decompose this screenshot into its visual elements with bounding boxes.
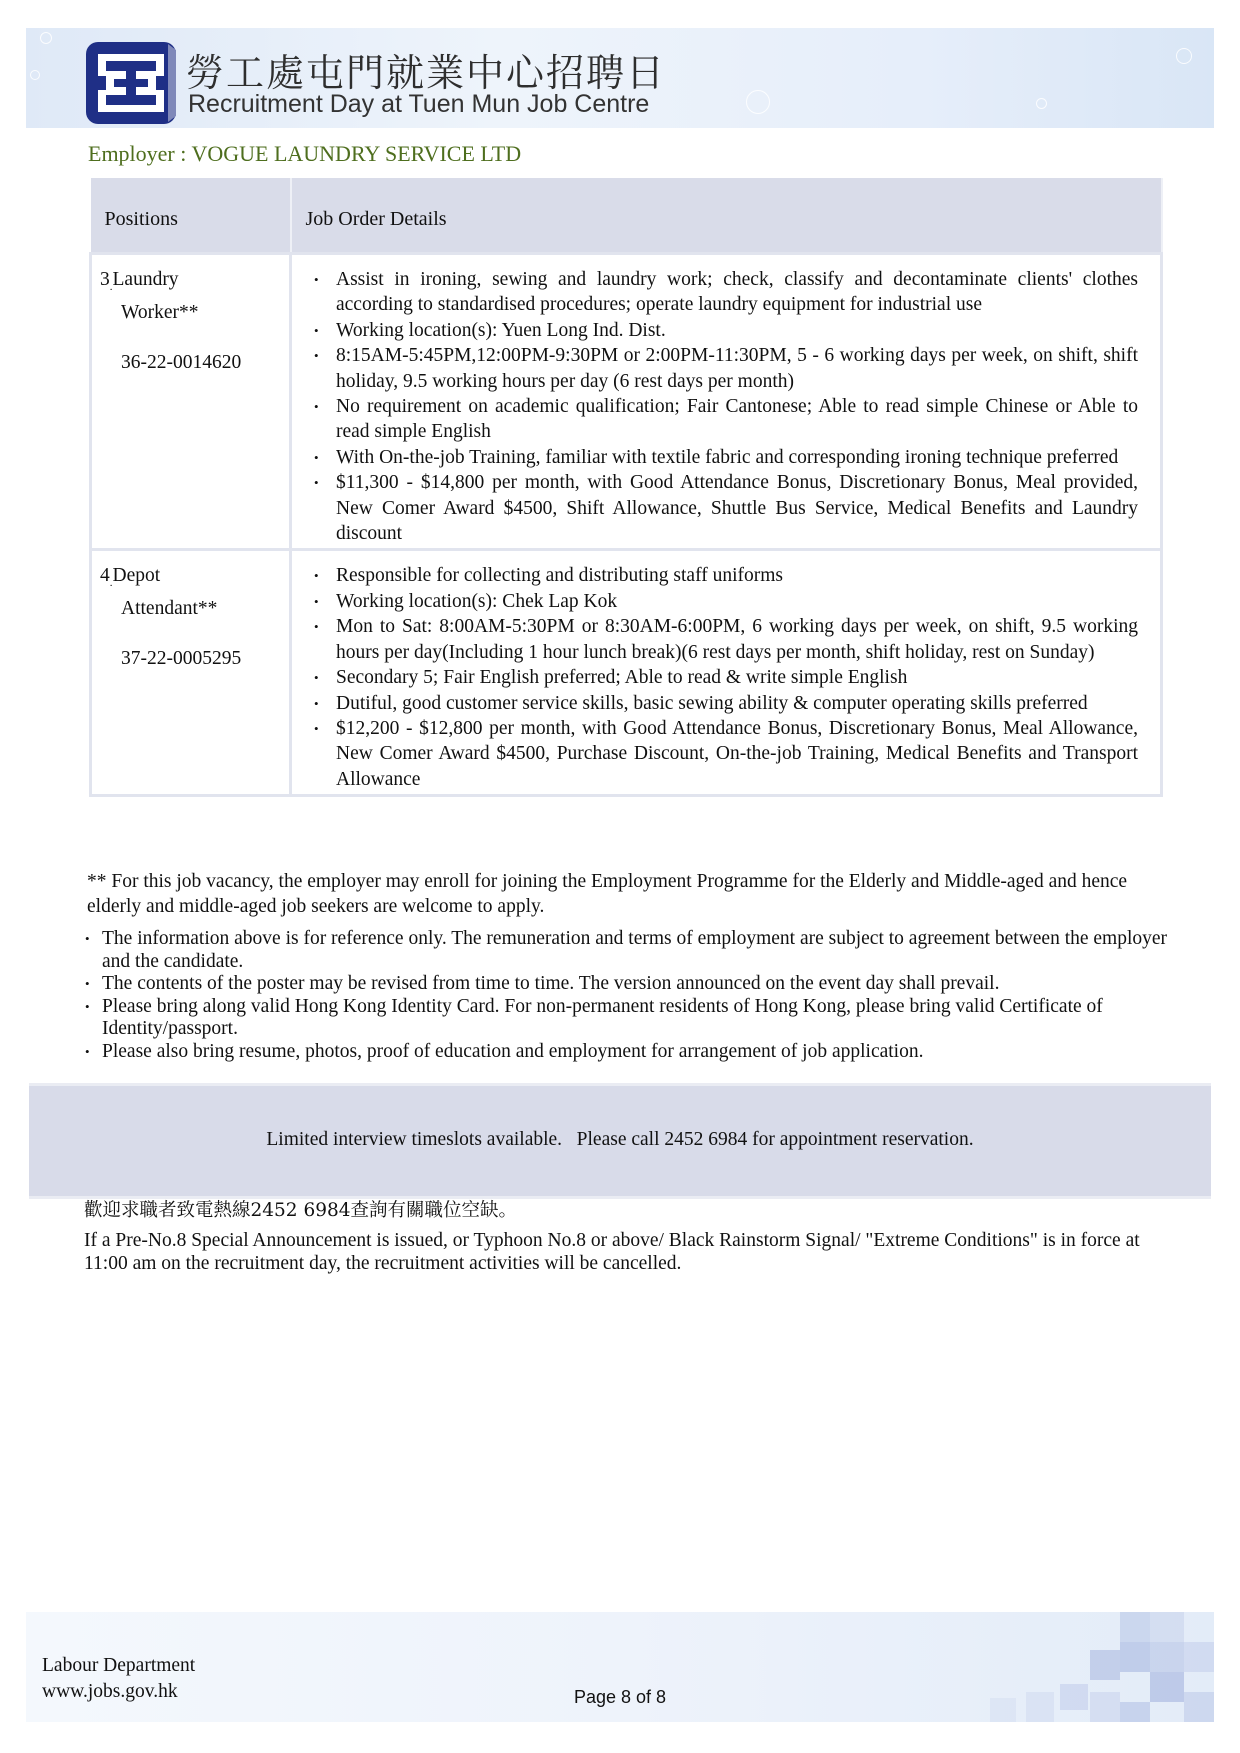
position-title-line2: Worker**: [121, 301, 199, 323]
note-item: • Please also bring resume, photos, proof of education and employment for arrangement of job application.: [84, 1041, 1184, 1064]
header-positions: Positions: [91, 178, 291, 254]
position-number: 3: [100, 269, 110, 290]
detail-item: • Responsible for collecting and distributing staff uniforms: [306, 563, 1138, 588]
employer-name: Employer : VOGUE LAUNDRY SERVICE LTD: [88, 141, 522, 166]
page-number: Page 8 of 8: [573, 1687, 667, 1707]
footer-website-link[interactable]: www.jobs.gov.hk: [42, 1681, 178, 1702]
position-title-line2: Attendant**: [121, 598, 218, 620]
appointment-call-text: Limited interview timeslots available. Please call 2452 6984 for appointment reservation.: [266, 1129, 974, 1150]
header-title-chinese: 勞工處屯門就業中心招聘日: [186, 51, 667, 95]
detail-item: • $12,200 - $12,800 per month, with Good Attendance Bonus, Discretionary Bonus, Meal Allowance, New Comer Award $4500, Purchase Discount, On-the-job Training, Medical Benefits and Transport Allowance: [306, 716, 1138, 792]
details-cell: [291, 254, 1162, 550]
elderly-programme-note: ** For this job vacancy, the employer may enroll for joining the Employment Programme for the Elderly and Middle-aged and hence elderly and middle-aged job seekers are welcome to apply.: [87, 871, 1128, 917]
note-item: • The contents of the poster may be revised from time to time. The version announced on the event day shall prevail.: [84, 973, 1184, 996]
detail-item: • With On-the-job Training, familiar with textile fabric and corresponding ironing technique preferred: [306, 445, 1138, 470]
detail-item: • Working location(s): Chek Lap Kok: [306, 589, 1138, 614]
table-row: [91, 550, 1162, 796]
header-banner: [26, 28, 1214, 128]
table-row: [91, 254, 1162, 550]
job-order-number: 36-22-0014620: [121, 351, 242, 373]
detail-item: • No requirement on academic qualification; Fair Cantonese; Able to read simple Chinese or Able to read simple English: [306, 394, 1138, 445]
jobs-table: [89, 178, 1163, 797]
footer-org-name: Labour Department: [42, 1655, 196, 1676]
detail-item: • Dutiful, good customer service skills, basic sewing ability & computer operating skills preferred: [306, 691, 1138, 716]
position-cell: $3_.Laundry$ Worker** 36-22-0014620: [91, 254, 291, 550]
position-number: 4: [100, 565, 110, 587]
detail-item: • Working location(s): Yuen Long Ind. Dist.: [306, 318, 1138, 343]
job-order-number: 37-22-0005295: [121, 648, 242, 670]
detail-item: • Secondary 5; Fair English preferred; Able to read & write simple English: [306, 665, 1138, 690]
detail-item: • Assist in ironing, sewing and laundry work; check, classify and decontaminate clients' clothes according to standardised procedures; operate laundry equipment for industrial use: [306, 267, 1138, 318]
typhoon-cancellation-note: If a Pre-No.8 Special Announcement is issued, or Typhoon No.8 or above/ Black Rainstorm Signal/ "Extreme Conditions" is in force at 11:00 am on the recruitment day, the recruitment activities will be cancelled.: [84, 1230, 1140, 1274]
position-title-line1: Depot: [112, 565, 161, 587]
detail-item: • $11,300 - $14,800 per month, with Good Attendance Bonus, Discretionary Bonus, Meal provided, New Comer Award $4500, Shift Allowance, Shuttle Bus Service, Medical Benefits and Laundry discount: [306, 470, 1138, 546]
position-title-line1: Laundry: [112, 269, 179, 290]
note-item: • Please bring along valid Hong Kong Identity Card. For non-permanent residents of Hong Kong, please bring valid Certificate of Identity/passport.: [84, 996, 1184, 1041]
chinese-hotline-note: 歡迎求職者致電熱線2452 6984查詢有關職位空缺。: [84, 1200, 518, 1221]
detail-item: • Mon to Sat: 8:00AM-5:30PM or 8:30AM-6:00PM, 6 working days per week, on shift, 9.5 working hours per day(Including 1 hour lunch break)(6 rest days per month, shift holiday, rest on Sunday): [306, 614, 1138, 665]
appointment-call-bar: [29, 1083, 1211, 1199]
labour-department-logo-icon: [84, 40, 178, 126]
notes-list: [84, 928, 1184, 1063]
header-title-english: Recruitment Day at Tuen Mun Job Centre: [188, 90, 650, 118]
detail-item: • 8:15AM-5:45PM,12:00PM-9:30PM or 2:00PM-11:30PM, 5 - 6 working days per week, on shift, shift holiday, 9.5 working hours per day (6 rest days per month): [306, 343, 1138, 394]
details-cell: [291, 550, 1162, 796]
note-item: • The information above is for reference only. The remuneration and terms of employment are subject to agreement between the employer and the candidate.: [84, 928, 1184, 973]
header-job-order-details: Job Order Details: [291, 178, 1162, 254]
position-cell: $4_.Depot$ Attendant** 37-22-0005295: [91, 550, 291, 796]
